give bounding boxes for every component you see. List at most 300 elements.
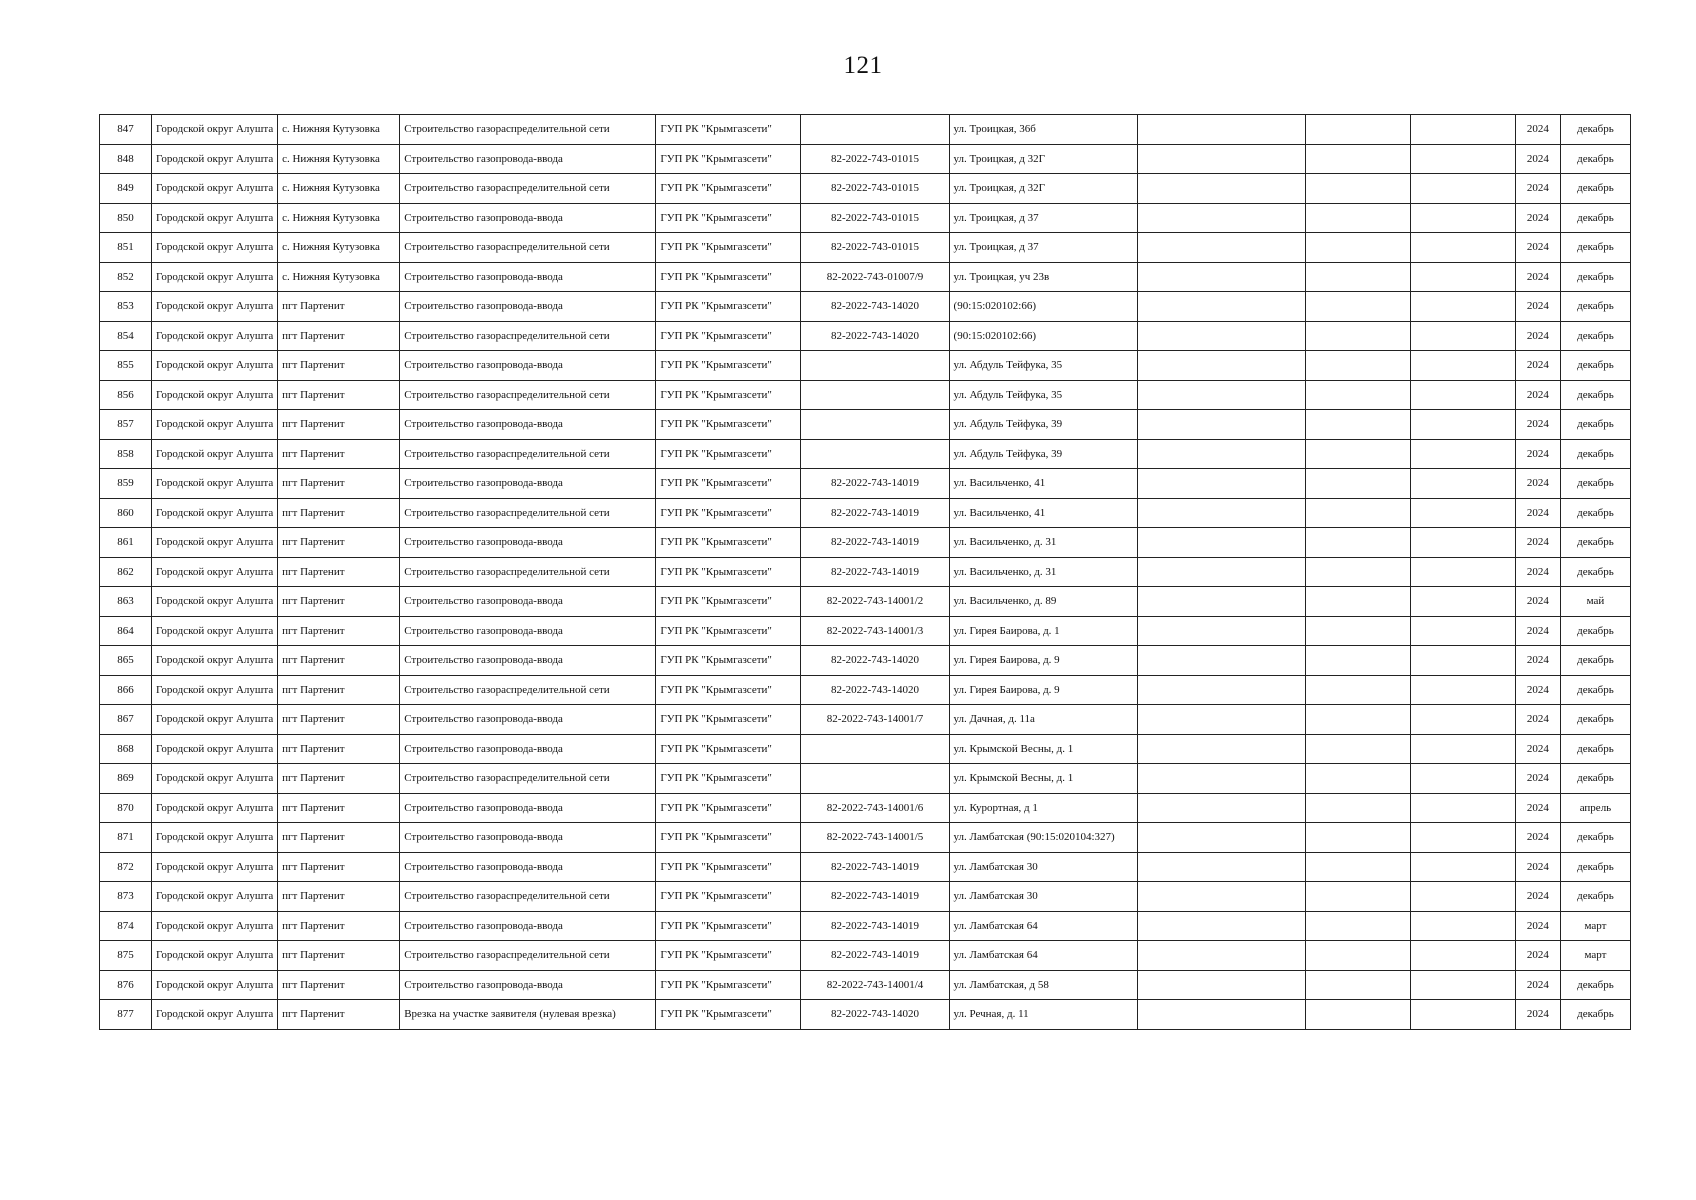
row-number: 847 [100,115,152,145]
table-row [100,380,1631,410]
address-cell: ул. Ламбатская 30 [949,852,1137,882]
empty-cell [1410,852,1515,882]
table-row [100,911,1631,941]
okrug-cell: Городской округ Алушта [152,262,278,292]
empty-cell [1305,587,1410,617]
row-number: 858 [100,439,152,469]
month-cell: декабрь [1560,852,1630,882]
settlement-cell: пгт Партенит [278,587,400,617]
empty-cell [1305,734,1410,764]
okrug-cell: Городской округ Алушта [152,941,278,971]
code-cell: 82-2022-743-14020 [801,292,949,322]
work-type-cell: Строительство газопровода-ввода [400,646,656,676]
empty-cell [1410,616,1515,646]
address-cell: ул. Ламбатская (90:15:020104:327) [949,823,1137,853]
table-row [100,675,1631,705]
work-type-cell: Строительство газораспределительной сети [400,941,656,971]
empty-cell [1137,203,1305,233]
code-cell: 82-2022-743-14020 [801,1000,949,1030]
empty-cell [1410,115,1515,145]
organization-cell: ГУП РК "Крымгазсети" [656,587,801,617]
code-cell: 82-2022-743-14019 [801,882,949,912]
settlement-cell: пгт Партенит [278,410,400,440]
empty-cell [1137,1000,1305,1030]
row-number: 852 [100,262,152,292]
address-cell: ул. Абдуль Тейфука, 39 [949,410,1137,440]
table-row [100,233,1631,263]
empty-cell [1305,970,1410,1000]
code-cell: 82-2022-743-14019 [801,498,949,528]
organization-cell: ГУП РК "Крымгазсети" [656,764,801,794]
year-cell: 2024 [1515,380,1560,410]
month-cell: декабрь [1560,410,1630,440]
table-row [100,646,1631,676]
empty-cell [1137,292,1305,322]
work-type-cell: Строительство газопровода-ввода [400,292,656,322]
empty-cell [1137,233,1305,263]
month-cell: декабрь [1560,557,1630,587]
organization-cell: ГУП РК "Крымгазсети" [656,793,801,823]
empty-cell [1305,557,1410,587]
table-row [100,793,1631,823]
empty-cell [1137,616,1305,646]
year-cell: 2024 [1515,292,1560,322]
empty-cell [1137,115,1305,145]
empty-cell [1137,557,1305,587]
empty-cell [1137,469,1305,499]
organization-cell: ГУП РК "Крымгазсети" [656,351,801,381]
organization-cell: ГУП РК "Крымгазсети" [656,1000,801,1030]
empty-cell [1305,115,1410,145]
row-number: 862 [100,557,152,587]
empty-cell [1137,410,1305,440]
address-cell: ул. Дачная, д. 11а [949,705,1137,735]
empty-cell [1305,292,1410,322]
table-row [100,144,1631,174]
year-cell: 2024 [1515,469,1560,499]
address-cell: ул. Гирея Баирова, д. 9 [949,646,1137,676]
empty-cell [1305,882,1410,912]
table-row [100,203,1631,233]
okrug-cell: Городской округ Алушта [152,675,278,705]
month-cell: декабрь [1560,616,1630,646]
table-row [100,557,1631,587]
empty-cell [1305,233,1410,263]
empty-cell [1137,587,1305,617]
month-cell: декабрь [1560,203,1630,233]
table-row [100,734,1631,764]
address-cell: ул. Троицкая, 36б [949,115,1137,145]
empty-cell [1410,292,1515,322]
organization-cell: ГУП РК "Крымгазсети" [656,705,801,735]
address-cell: ул. Речная, д. 11 [949,1000,1137,1030]
empty-cell [1305,144,1410,174]
empty-cell [1410,469,1515,499]
month-cell: март [1560,911,1630,941]
year-cell: 2024 [1515,823,1560,853]
empty-cell [1410,174,1515,204]
empty-cell [1305,262,1410,292]
year-cell: 2024 [1515,528,1560,558]
month-cell: декабрь [1560,380,1630,410]
empty-cell [1137,439,1305,469]
row-number: 848 [100,144,152,174]
month-cell: декабрь [1560,764,1630,794]
code-cell: 82-2022-743-14001/6 [801,793,949,823]
empty-cell [1137,793,1305,823]
address-cell: ул. Ламбатская 64 [949,911,1137,941]
address-cell: (90:15:020102:66) [949,292,1137,322]
table-row [100,882,1631,912]
work-type-cell: Строительство газопровода-ввода [400,262,656,292]
okrug-cell: Городской округ Алушта [152,144,278,174]
work-type-cell: Врезка на участке заявителя (нулевая врезка) [400,1000,656,1030]
empty-cell [1305,174,1410,204]
work-type-cell: Строительство газопровода-ввода [400,911,656,941]
row-number: 870 [100,793,152,823]
address-cell: ул. Ламбатская, д 58 [949,970,1137,1000]
table-row [100,705,1631,735]
work-type-cell: Строительство газопровода-ввода [400,970,656,1000]
code-cell [801,410,949,440]
empty-cell [1137,321,1305,351]
empty-cell [1305,764,1410,794]
month-cell: декабрь [1560,1000,1630,1030]
row-number: 853 [100,292,152,322]
organization-cell: ГУП РК "Крымгазсети" [656,439,801,469]
work-type-cell: Строительство газопровода-ввода [400,469,656,499]
row-number: 855 [100,351,152,381]
organization-cell: ГУП РК "Крымгазсети" [656,911,801,941]
month-cell: декабрь [1560,321,1630,351]
code-cell: 82-2022-743-14019 [801,852,949,882]
registry-body [100,115,1631,1030]
month-cell: декабрь [1560,115,1630,145]
empty-cell [1305,911,1410,941]
address-cell: (90:15:020102:66) [949,321,1137,351]
settlement-cell: с. Нижняя Кутузовка [278,115,400,145]
year-cell: 2024 [1515,793,1560,823]
okrug-cell: Городской округ Алушта [152,498,278,528]
year-cell: 2024 [1515,646,1560,676]
empty-cell [1137,174,1305,204]
year-cell: 2024 [1515,675,1560,705]
code-cell: 82-2022-743-14020 [801,321,949,351]
address-cell: ул. Крымской Весны, д. 1 [949,764,1137,794]
empty-cell [1137,675,1305,705]
organization-cell: ГУП РК "Крымгазсети" [656,498,801,528]
work-type-cell: Строительство газораспределительной сети [400,557,656,587]
settlement-cell: с. Нижняя Кутузовка [278,233,400,263]
organization-cell: ГУП РК "Крымгазсети" [656,321,801,351]
address-cell: ул. Гирея Баирова, д. 1 [949,616,1137,646]
year-cell: 2024 [1515,498,1560,528]
code-cell: 82-2022-743-14001/5 [801,823,949,853]
empty-cell [1305,646,1410,676]
settlement-cell: с. Нижняя Кутузовка [278,144,400,174]
code-cell: 82-2022-743-14001/4 [801,970,949,1000]
month-cell: декабрь [1560,469,1630,499]
empty-cell [1410,646,1515,676]
settlement-cell: пгт Партенит [278,823,400,853]
address-cell: ул. Курортная, д 1 [949,793,1137,823]
address-cell: ул. Абдуль Тейфука, 39 [949,439,1137,469]
okrug-cell: Городской округ Алушта [152,646,278,676]
organization-cell: ГУП РК "Крымгазсети" [656,734,801,764]
year-cell: 2024 [1515,410,1560,440]
row-number: 873 [100,882,152,912]
row-number: 863 [100,587,152,617]
empty-cell [1305,852,1410,882]
address-cell: ул. Гирея Баирова, д. 9 [949,675,1137,705]
empty-cell [1305,469,1410,499]
code-cell: 82-2022-743-14019 [801,911,949,941]
empty-cell [1410,557,1515,587]
okrug-cell: Городской округ Алушта [152,292,278,322]
empty-cell [1137,734,1305,764]
code-cell: 82-2022-743-14001/2 [801,587,949,617]
row-number: 854 [100,321,152,351]
year-cell: 2024 [1515,321,1560,351]
organization-cell: ГУП РК "Крымгазсети" [656,292,801,322]
settlement-cell: пгт Партенит [278,439,400,469]
work-type-cell: Строительство газораспределительной сети [400,882,656,912]
okrug-cell: Городской округ Алушта [152,557,278,587]
organization-cell: ГУП РК "Крымгазсети" [656,380,801,410]
okrug-cell: Городской округ Алушта [152,233,278,263]
organization-cell: ГУП РК "Крымгазсети" [656,646,801,676]
address-cell: ул. Ламбатская 64 [949,941,1137,971]
empty-cell [1137,764,1305,794]
work-type-cell: Строительство газопровода-ввода [400,823,656,853]
empty-cell [1305,823,1410,853]
month-cell: декабрь [1560,646,1630,676]
empty-cell [1137,144,1305,174]
work-type-cell: Строительство газопровода-ввода [400,705,656,735]
code-cell: 82-2022-743-01015 [801,144,949,174]
settlement-cell: пгт Партенит [278,616,400,646]
empty-cell [1410,764,1515,794]
row-number: 868 [100,734,152,764]
table-row [100,262,1631,292]
address-cell: ул. Васильченко, 41 [949,469,1137,499]
code-cell: 82-2022-743-14019 [801,528,949,558]
organization-cell: ГУП РК "Крымгазсети" [656,616,801,646]
empty-cell [1410,203,1515,233]
settlement-cell: пгт Партенит [278,469,400,499]
organization-cell: ГУП РК "Крымгазсети" [656,852,801,882]
okrug-cell: Городской округ Алушта [152,793,278,823]
address-cell: ул. Троицкая, д 32Г [949,174,1137,204]
empty-cell [1410,321,1515,351]
table-row [100,970,1631,1000]
month-cell: декабрь [1560,970,1630,1000]
empty-cell [1137,351,1305,381]
okrug-cell: Городской округ Алушта [152,616,278,646]
row-number: 861 [100,528,152,558]
table-row [100,351,1631,381]
row-number: 867 [100,705,152,735]
empty-cell [1305,498,1410,528]
organization-cell: ГУП РК "Крымгазсети" [656,557,801,587]
table-row [100,174,1631,204]
okrug-cell: Городской округ Алушта [152,764,278,794]
empty-cell [1137,970,1305,1000]
table-row [100,764,1631,794]
year-cell: 2024 [1515,970,1560,1000]
work-type-cell: Строительство газопровода-ввода [400,410,656,440]
table-row [100,469,1631,499]
code-cell [801,115,949,145]
row-number: 849 [100,174,152,204]
month-cell: декабрь [1560,439,1630,469]
code-cell [801,380,949,410]
month-cell: декабрь [1560,528,1630,558]
table-row [100,292,1631,322]
month-cell: декабрь [1560,233,1630,263]
empty-cell [1410,882,1515,912]
work-type-cell: Строительство газопровода-ввода [400,852,656,882]
code-cell: 82-2022-743-14020 [801,675,949,705]
empty-cell [1410,793,1515,823]
table-row [100,852,1631,882]
month-cell: декабрь [1560,734,1630,764]
empty-cell [1137,528,1305,558]
year-cell: 2024 [1515,705,1560,735]
okrug-cell: Городской округ Алушта [152,734,278,764]
okrug-cell: Городской округ Алушта [152,469,278,499]
empty-cell [1305,941,1410,971]
month-cell: декабрь [1560,174,1630,204]
empty-cell [1305,675,1410,705]
organization-cell: ГУП РК "Крымгазсети" [656,115,801,145]
empty-cell [1410,498,1515,528]
okrug-cell: Городской округ Алушта [152,203,278,233]
empty-cell [1410,911,1515,941]
organization-cell: ГУП РК "Крымгазсети" [656,970,801,1000]
okrug-cell: Городской округ Алушта [152,528,278,558]
table-row [100,321,1631,351]
settlement-cell: пгт Партенит [278,793,400,823]
empty-cell [1137,852,1305,882]
table-row [100,587,1631,617]
row-number: 866 [100,675,152,705]
table-row [100,498,1631,528]
year-cell: 2024 [1515,351,1560,381]
okrug-cell: Городской округ Алушта [152,174,278,204]
code-cell: 82-2022-743-14001/3 [801,616,949,646]
settlement-cell: пгт Партенит [278,498,400,528]
work-type-cell: Строительство газораспределительной сети [400,380,656,410]
settlement-cell: с. Нижняя Кутузовка [278,174,400,204]
month-cell: декабрь [1560,292,1630,322]
okrug-cell: Городской округ Алушта [152,852,278,882]
month-cell: март [1560,941,1630,971]
empty-cell [1410,587,1515,617]
settlement-cell: пгт Партенит [278,321,400,351]
code-cell [801,351,949,381]
empty-cell [1305,616,1410,646]
row-number: 865 [100,646,152,676]
row-number: 869 [100,764,152,794]
organization-cell: ГУП РК "Крымгазсети" [656,233,801,263]
empty-cell [1410,351,1515,381]
empty-cell [1305,410,1410,440]
okrug-cell: Городской округ Алушта [152,439,278,469]
table-row [100,410,1631,440]
work-type-cell: Строительство газопровода-ввода [400,203,656,233]
settlement-cell: пгт Партенит [278,351,400,381]
month-cell: май [1560,587,1630,617]
address-cell: ул. Троицкая, д 37 [949,203,1137,233]
year-cell: 2024 [1515,616,1560,646]
table-row [100,1000,1631,1030]
empty-cell [1137,941,1305,971]
settlement-cell: пгт Партенит [278,911,400,941]
address-cell: ул. Васильченко, д. 31 [949,557,1137,587]
year-cell: 2024 [1515,233,1560,263]
empty-cell [1137,911,1305,941]
year-cell: 2024 [1515,144,1560,174]
organization-cell: ГУП РК "Крымгазсети" [656,144,801,174]
month-cell: декабрь [1560,262,1630,292]
year-cell: 2024 [1515,203,1560,233]
row-number: 864 [100,616,152,646]
okrug-cell: Городской округ Алушта [152,970,278,1000]
empty-cell [1410,675,1515,705]
address-cell: ул. Троицкая, д 37 [949,233,1137,263]
settlement-cell: пгт Партенит [278,380,400,410]
table-row [100,528,1631,558]
row-number: 850 [100,203,152,233]
empty-cell [1410,734,1515,764]
address-cell: ул. Абдуль Тейфука, 35 [949,380,1137,410]
empty-cell [1305,1000,1410,1030]
code-cell: 82-2022-743-01015 [801,203,949,233]
work-type-cell: Строительство газораспределительной сети [400,498,656,528]
empty-cell [1305,203,1410,233]
year-cell: 2024 [1515,115,1560,145]
row-number: 876 [100,970,152,1000]
settlement-cell: пгт Партенит [278,557,400,587]
code-cell: 82-2022-743-14019 [801,941,949,971]
work-type-cell: Строительство газораспределительной сети [400,439,656,469]
code-cell: 82-2022-743-14001/7 [801,705,949,735]
work-type-cell: Строительство газопровода-ввода [400,616,656,646]
registry-table [99,114,1631,1030]
row-number: 856 [100,380,152,410]
code-cell: 82-2022-743-14020 [801,646,949,676]
year-cell: 2024 [1515,941,1560,971]
okrug-cell: Городской округ Алушта [152,380,278,410]
settlement-cell: пгт Партенит [278,646,400,676]
empty-cell [1305,439,1410,469]
code-cell: 82-2022-743-14019 [801,557,949,587]
empty-cell [1137,498,1305,528]
empty-cell [1410,823,1515,853]
table-row [100,941,1631,971]
code-cell [801,734,949,764]
okrug-cell: Городской округ Алушта [152,705,278,735]
settlement-cell: с. Нижняя Кутузовка [278,262,400,292]
empty-cell [1410,380,1515,410]
row-number: 857 [100,410,152,440]
settlement-cell: пгт Партенит [278,292,400,322]
row-number: 859 [100,469,152,499]
empty-cell [1305,321,1410,351]
empty-cell [1410,233,1515,263]
code-cell [801,764,949,794]
